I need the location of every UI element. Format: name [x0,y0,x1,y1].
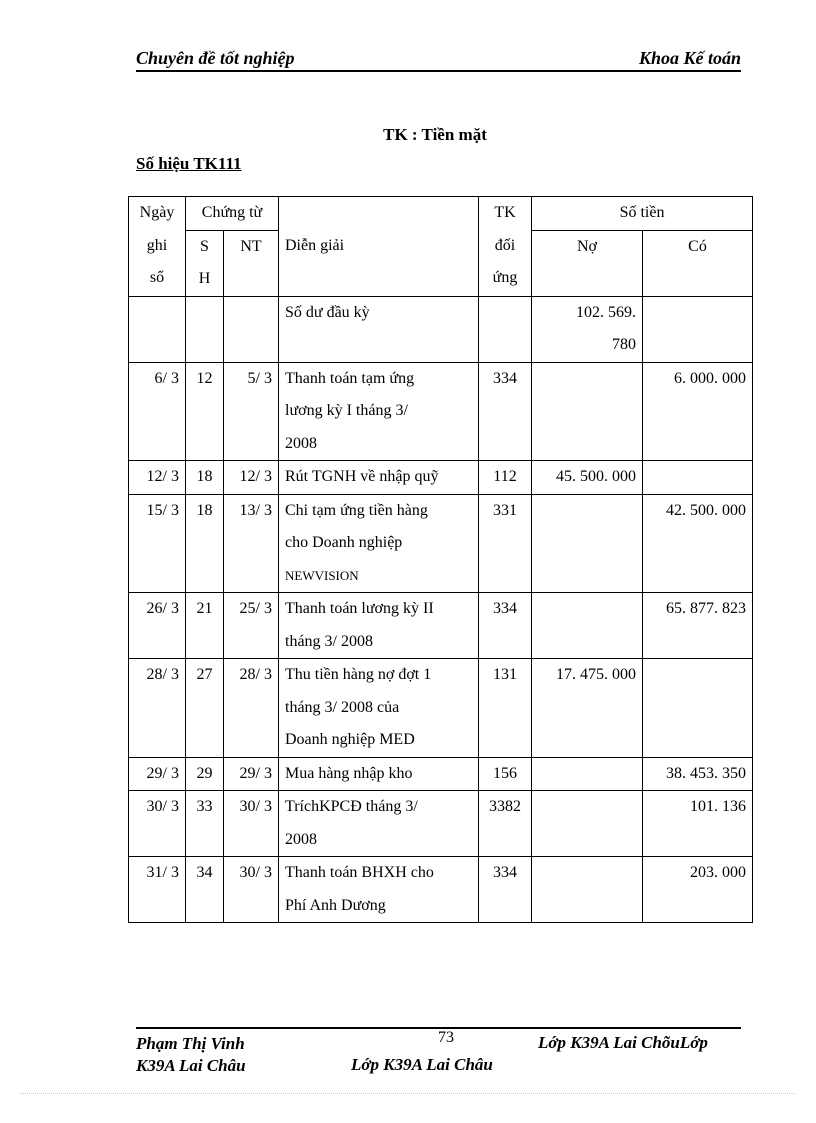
row-desc: TríchKPCĐ tháng 3/ 2008 [279,791,479,857]
header-chung-tu: Chứng từ [186,197,279,231]
page-number: 73 [438,1029,454,1046]
header-co: Có [643,230,753,296]
row-desc: Thu tiền hàng nợ đợt 1 tháng 3/ 2008 của Doanh nghiệp MED [279,659,479,758]
footer-author: Phạm Thị Vinh K39A Lai Châu [136,1034,246,1075]
table-row: 6/ 3 12 5/ 3 Thanh toán tạm ứng lương kỳ I tháng 3/ 2008 334 6. 000. 000 [129,362,753,461]
table-row: 12/ 3 18 12/ 3 Rút TGNH về nhập quỹ 112 45. 500. 000 [129,461,753,495]
opening-desc: Số dư đầu kỳ [279,296,479,362]
header-sh: S H [186,230,224,296]
table-row: 15/ 3 18 13/ 3 Chi tạm ứng tiền hàng cho Doanh nghiệp NEWVISION 331 42. 500. 000 [129,494,753,593]
row-desc: Rút TGNH về nhập quỹ [279,461,479,495]
page-footer [136,1027,741,1075]
header-right: Khoa Kế toán [638,48,741,68]
page-header [136,48,741,72]
table-row: 31/ 3 34 30/ 3 Thanh toán BHXH cho Phí Anh Dương 334 203. 000 [129,857,753,923]
table-row: 29/ 3 29 29/ 3 Mua hàng nhập kho 156 38. 453. 350 [129,757,753,791]
cash-ledger-table [128,196,753,923]
table-row: 30/ 3 33 30/ 3 TríchKPCĐ tháng 3/ 2008 3382 101. 136 [129,791,753,857]
row-desc: Thanh toán tạm ứng lương kỳ I tháng 3/ 2008 [279,362,479,461]
footer-class: Lớp K39A Lai ChõuLớp [538,1033,708,1052]
header-no: Nợ [532,230,643,296]
header-nt: NT [224,230,279,296]
header-dien-giai: Diễn giải [279,197,479,297]
row-desc: Chi tạm ứng tiền hàng cho Doanh nghiệp NEWVISION [279,494,479,593]
header-so-tien: Số tiền [532,197,753,231]
footer-class-line2: Lớp K39A Lai Châu [351,1055,493,1074]
table-row-opening [129,296,753,362]
table-row: 26/ 3 21 25/ 3 Thanh toán lương kỳ II tháng 3/ 2008 334 65. 877. 823 [129,593,753,659]
header-tk-doi-ung: TK đối ứng [479,197,532,297]
page-edge-divider [20,1093,796,1094]
row-desc: Mua hàng nhập kho [279,757,479,791]
header-left: Chuyên đề tốt nghiệp [136,48,295,68]
account-number: Số hiệu TK111 [136,154,242,173]
header-ngay-ghi-so: Ngày ghi sổ [129,197,186,297]
page-title: TK : Tiền mặt [383,125,487,144]
opening-balance: 102. 569. 780 [532,296,643,362]
table-row: 28/ 3 27 28/ 3 Thu tiền hàng nợ đợt 1 tháng 3/ 2008 của Doanh nghiệp MED 131 17. 475. 000 [129,659,753,758]
row-desc: Thanh toán BHXH cho Phí Anh Dương [279,857,479,923]
row-desc: Thanh toán lương kỳ II tháng 3/ 2008 [279,593,479,659]
